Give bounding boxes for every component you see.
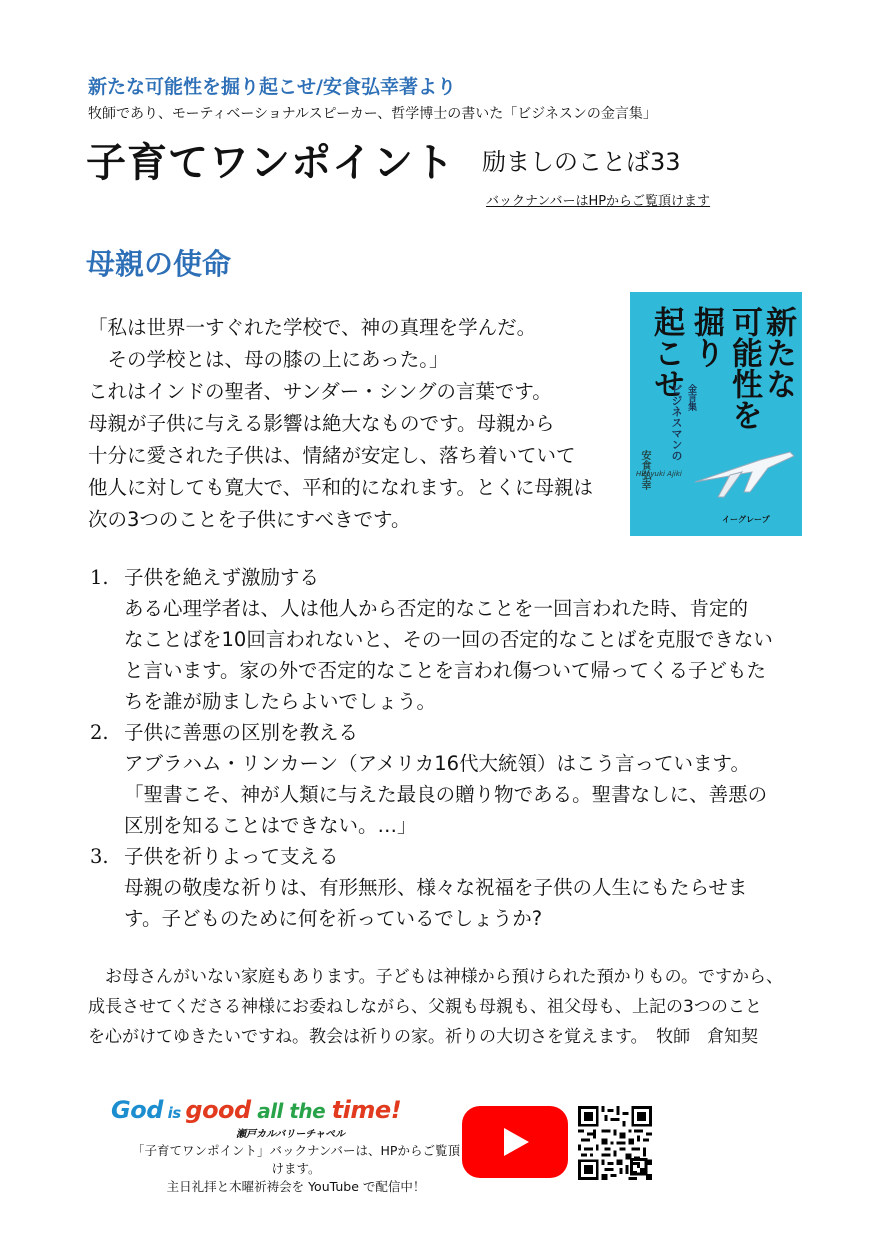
series-title: 子育てワンポイント <box>86 140 455 186</box>
intro-paragraph <box>88 312 618 536</box>
list-item-title: 子供を絶えず激励する <box>124 566 320 589</box>
numbered-list <box>90 562 810 934</box>
book-title-1: 新たな <box>760 306 796 399</box>
footer-text <box>126 1142 466 1196</box>
back-number-link[interactable]: バックナンバーはHPからご覧頂けます <box>486 194 711 209</box>
list-item-line: アブラハム・リンカーン（アメリカ16代大統領）はこう言っています。 <box>124 752 750 775</box>
intro-line: 次の3つのことを子供にすべきです。 <box>88 508 411 531</box>
list-number: 3. <box>90 845 109 868</box>
intro-line: その学校とは、母の膝の上にあった。」 <box>88 348 449 371</box>
book-author: 安食弘幸 <box>639 450 650 490</box>
list-item-line: 母親の敬虔な祈りは、有形無形、様々な祝福を子供の人生にもたらせま <box>124 876 748 899</box>
youtube-play-icon[interactable] <box>462 1106 568 1178</box>
book-subtitle-2: 金言集 <box>686 384 696 411</box>
church-name: 瀬戸カルバリーチャペル <box>236 1129 345 1140</box>
book-author-roman: Hiroyuki Ajiki <box>636 470 682 478</box>
list-number: 1. <box>90 566 109 589</box>
book-title-2: 可能性を <box>726 306 762 430</box>
closing-line: を心がけてゆきたいですね。教会は祈りの家。祈りの大切さを覚えます。 牧師 倉知契 <box>88 1027 759 1047</box>
list-item-line: なことばを10回言われないと、その一回の否定的なことばを克服できない <box>124 628 773 651</box>
list-item <box>90 562 810 717</box>
footer-text-line: 「子育てワンポイント」バックナンバーは、HPからご覧頂けます。 <box>132 1143 460 1176</box>
list-item-line: と言います。家の外で否定的なことを言われ傷ついて帰ってくる子どもた <box>124 659 766 682</box>
intro-line: これはインドの聖者、サンダー・シングの言葉です。 <box>88 380 552 403</box>
list-item <box>90 717 810 841</box>
book-publisher: イーグレープ <box>722 515 770 524</box>
list-number: 2. <box>90 721 109 744</box>
list-item <box>90 841 810 934</box>
airplane-icon <box>690 442 800 502</box>
list-item-line: す。子どものために何を祈っているでしょうか? <box>124 907 543 930</box>
closing-line: 成長させてくださる神様にお委ねしながら、父親も母親も、祖父母も、上記の3つのこと <box>88 997 762 1017</box>
list-item-title: 子供を祈りよって支える <box>124 845 339 868</box>
closing-line: お母さんがいない家庭もあります。子どもは神様から預けられた預かりもの。ですから、 <box>88 967 783 987</box>
church-logo: God is good all the time! <box>111 1096 402 1124</box>
intro-line: 母親が子供に与える影響は絶大なものです。母親から <box>88 412 555 435</box>
list-item-line: 区別を知ることはできない。…」 <box>124 814 417 837</box>
article-heading: 母親の使命 <box>86 247 232 281</box>
list-item-line: 「聖書こそ、神が人類に与えた最良の贈り物である。聖書なしに、善悪の <box>124 783 768 806</box>
footer-text-line: 主日礼拝と木曜祈祷会を YouTube で配信中！ <box>166 1179 426 1194</box>
intro-line: 十分に愛された子供は、情緒が安定し、落ち着いていて <box>88 444 576 467</box>
closing-paragraph <box>88 962 808 1052</box>
book-subtitle: ビジネスマンの <box>670 384 683 461</box>
episode-label: 励ましのことば33 <box>482 148 681 176</box>
book-title-3: 掘り <box>688 306 724 368</box>
list-item-line: ちを誰が励ましたらよいでしょう。 <box>124 690 437 713</box>
intro-line: 他人に対しても寛大で、平和的になれます。とくに母親は <box>88 476 594 499</box>
qr-code-icon[interactable] <box>578 1106 652 1180</box>
source-title: 新たな可能性を掘り起こせ/安食弘幸著より <box>88 76 456 98</box>
book-cover-image <box>630 292 802 536</box>
list-item-line: ある心理学者は、人は他人から否定的なことを一回言われた時、肯定的 <box>124 597 749 620</box>
author-description: 牧師であり、モーティベーショナルスピーカー、哲学博士の書いた「ビジネスンの金言集」 <box>88 106 657 122</box>
list-item-title: 子供に善悪の区別を教える <box>124 721 359 744</box>
book-title-4: 起こせ <box>648 306 684 399</box>
intro-line: 「私は世界一すぐれた学校で、神の真理を学んだ。 <box>88 316 537 339</box>
